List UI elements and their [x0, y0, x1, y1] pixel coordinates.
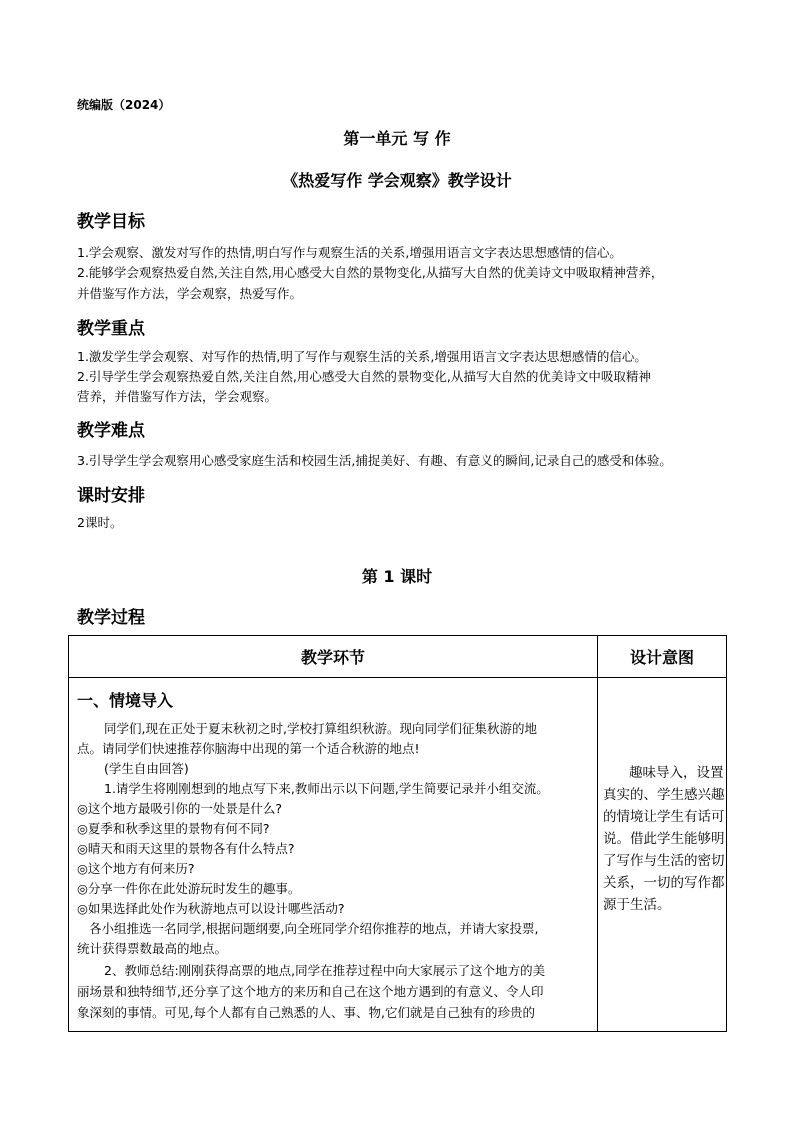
process-line: ◎夏季和秋季这里的景物有何不同? [77, 821, 270, 836]
process-line: (学生自由回答) [104, 761, 189, 776]
difficulties-line: 3.引导学生学会观察用心感受家庭生活和校园生活,捕捉美好、有趣、有意义的瞬间,记录自己的感受和体验。 [77, 453, 672, 468]
unit-title: 第一单元 写 作 [343, 129, 451, 148]
process-line: 1.请学生将刚刚想到的地点写下来,教师出示以下问题,学生简要记录并小组交流。 [104, 781, 549, 796]
key-points-heading: 教学重点 [77, 319, 145, 339]
lesson-title: 第 1 课时 [361, 567, 433, 586]
schedule-text: 2课时。 [77, 515, 123, 530]
process-line: 同学们,现在正处于夏末秋初之时,学校打算组织秋游。现向同学们征集秋游的地 [104, 721, 537, 736]
process-line: 2、教师总结:刚刚获得高票的地点,同学在推荐过程中向大家展示了这个地方的美 [104, 963, 546, 978]
teaching-steps-cell [69, 678, 598, 1032]
section-heading-intro: 一、情境导入 [77, 691, 174, 710]
schedule-heading: 课时安排 [77, 486, 145, 506]
process-line: ◎晴天和雨天这里的景物各有什么特点? [77, 841, 295, 856]
design-intent-cell [598, 678, 727, 1032]
process-line: 点。请同学们快速推荐你脑海中出现的第一个适合秋游的地点! [77, 741, 420, 756]
key-points-line: 1.激发学生学会观察、对写作的热情,明了写作与观察生活的关系,增强用语言文字表达思想感情的信心。 [77, 349, 647, 364]
design-title: 《热爱写作 学会观察》教学设计 [282, 171, 512, 190]
process-line: ◎这个地方最吸引你的一处景是什么? [77, 801, 283, 816]
process-line: 象深刻的事情。可见,每个人都有自己熟悉的人、事、物,它们就是自己独有的珍贵的 [77, 1005, 535, 1020]
key-points-line: 营养，并借鉴写作方法，学会观察。 [77, 389, 278, 404]
objectives-line: 1.学会观察、激发对写作的热情,明白写作与观察生活的关系,增强用语言文字表达思想感情的信心。 [77, 245, 622, 260]
edition-label: 统编版（2024） [77, 98, 171, 112]
design-intent-text: 趣味导入，设置真实的、学生感兴趣的情境让学生有话可说。借此学生能够明了写作与生活的密切关系，一切的写作都源于生活。 [603, 765, 725, 913]
process-line: ◎这个地方有何来历? [77, 861, 195, 876]
process-line: 统计获得票数最高的地点。 [77, 941, 228, 956]
objectives-heading: 教学目标 [77, 212, 145, 232]
process-line: 各小组推选一名同学,根据问题纲要,向全班同学介绍你推荐的地点，并请大家投票, [89, 921, 539, 936]
objectives-line: 并借鉴写作方法，学会观察，热爱写作。 [77, 286, 303, 301]
process-line: 丽场景和独特细节,还分享了这个地方的来历和自己在这个地方遇到的有意义、令人印 [77, 984, 544, 999]
difficulties-heading: 教学难点 [77, 421, 145, 441]
col-header-design-intent: 设计意图 [598, 636, 727, 678]
table-row [69, 678, 727, 1032]
objectives-line: 2.能够学会观察热爱自然,关注自然,用心感受大自然的景物变化,从描写大自然的优美诗文中吸取精神营养， [77, 265, 664, 280]
table-header-row [69, 636, 727, 678]
col-header-teaching-steps: 教学环节 [69, 636, 598, 678]
key-points-line: 2.引导学生学会观察热爱自然,关注自然,用心感受大自然的景物变化,从描写大自然的优美诗文中吸取精神 [77, 369, 651, 384]
process-line: ◎分享一件你在此处游玩时发生的趣事。 [77, 881, 301, 896]
process-heading: 教学过程 [77, 608, 145, 628]
design-intent-text-block [598, 762, 727, 916]
teaching-process-table [68, 635, 727, 1032]
process-line: ◎如果选择此处作为秋游地点可以设计哪些活动? [77, 901, 345, 916]
